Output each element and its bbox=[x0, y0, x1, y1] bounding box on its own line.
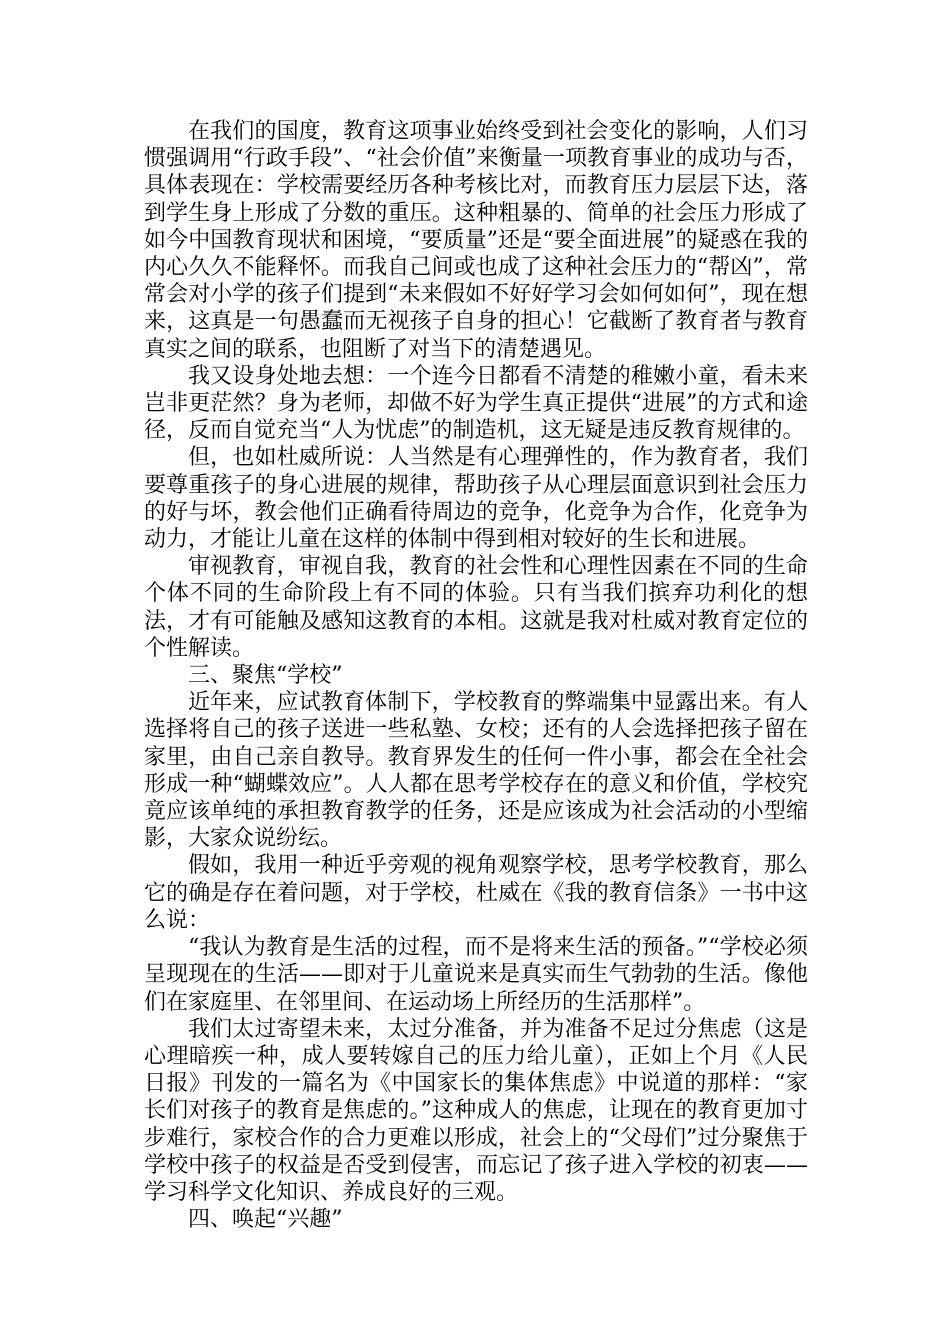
paragraph-self-review: 审视教育，审视自我，教育的社会性和心理性因素在不同的生命个体不同的生命阶段上有不同的体验。只有当我们摈弃功利化的想法，才有可能触及感知这教育的本相。这就是我对杜威对教育定位的个性解读。 bbox=[144, 554, 808, 661]
section-heading-school: 三、聚焦“学校” bbox=[188, 663, 343, 689]
paragraph-empathy: 我又设身处地去想：一个连今日都看不清楚的稚嫩小童，看未来岂非更茫然？身为老师，却做不好为学生真正提供“进展”的方式和途径，反而自觉充当“人为忧虑”的制造机，这无疑是违反教育规律的。 bbox=[144, 363, 808, 444]
document-body bbox=[144, 118, 808, 1233]
paragraph-dewey-quote: “我认为教育是生活的过程，而不是将来生活的预备。”“学校必须呈现现在的生活——即对于儿童说来是真实而生气勃勃的生活。像他们在家庭里、在邻里间、在运动场上所经历的生活那样”。 bbox=[144, 935, 808, 1015]
paragraph-exam-system: 近年来，应试教育体制下，学校教育的弊端集中显露出来。有人选择将自己的孩子送进一些私塾、女校；还有的人会选择把孩子留在家里，由自己亲自教导。教育界发生的任何一件小事，都会在全社会形成一种“蝴蝶效应”。人人都在思考学校存在的意义和价值，学校究竟应该单纯的承担教育教学的任务，还是应该成为社会活动的小型缩影，大家众说纷纭。 bbox=[144, 690, 808, 852]
paragraph-anxiety: 我们太过寄望未来，太过分准备，并为准备不足过分焦虑（这是心理暗疾一种，成人要转嫁自己的压力给儿童），正如上个月《人民日报》刊发的一篇名为《中国家长的集体焦虑》中说道的那样：“家长们对孩子的教育是焦虑的。”这种成人的焦虑，让现在的教育更加寸步难行，家校合作的合力更难以形成，社会上的“父母们”过分聚焦于学校中孩子的权益是否受到侵害，而忘记了孩子进入学校的初衷——学习科学文化知识、养成良好的三观。 bbox=[144, 1016, 808, 1205]
section-heading-interest: 四、唤起“兴趣” bbox=[188, 1207, 343, 1233]
paragraph-observe-school: 假如，我用一种近乎旁观的视角观察学校，思考学校教育，那么它的确是存在着问题，对于学校，杜威在《我的教育信条》一书中这么说： bbox=[144, 853, 808, 933]
paragraph-education-pressure: 在我们的国度，教育这项事业始终受到社会变化的影响，人们习惯强调用“行政手段”、“社会价值”来衡量一项教育事业的成功与否，具体表现在：学校需要经历各种考核比对，而教育压力层层下达，落到学生身上形成了分数的重压。这种粗暴的、简单的社会压力形成了如今中国教育现状和困境，“要质量”还是“要全面进展”的疑惑在我的内心久久不能释怀。而我自己间或也成了这种社会压力的“帮凶”，常常会对小学的孩子们提到“未来假如不好好学习会如何如何”，现在想来，这真是一句愚蠢而无视孩子自身的担心！它截断了教育者与教育真实之间的联系，也阻断了对当下的清楚遇见。 bbox=[144, 119, 808, 362]
paragraph-dewey-resilience: 但，也如杜威所说：人当然是有心理弹性的，作为教育者，我们要尊重孩子的身心进展的规律，帮助孩子从心理层面意识到社会压力的好与坏，教会他们正确看待周边的竞争，化竞争为合作，化竞争为动力，才能让儿童在这样的体制中得到相对较好的生长和进展。 bbox=[144, 445, 808, 553]
